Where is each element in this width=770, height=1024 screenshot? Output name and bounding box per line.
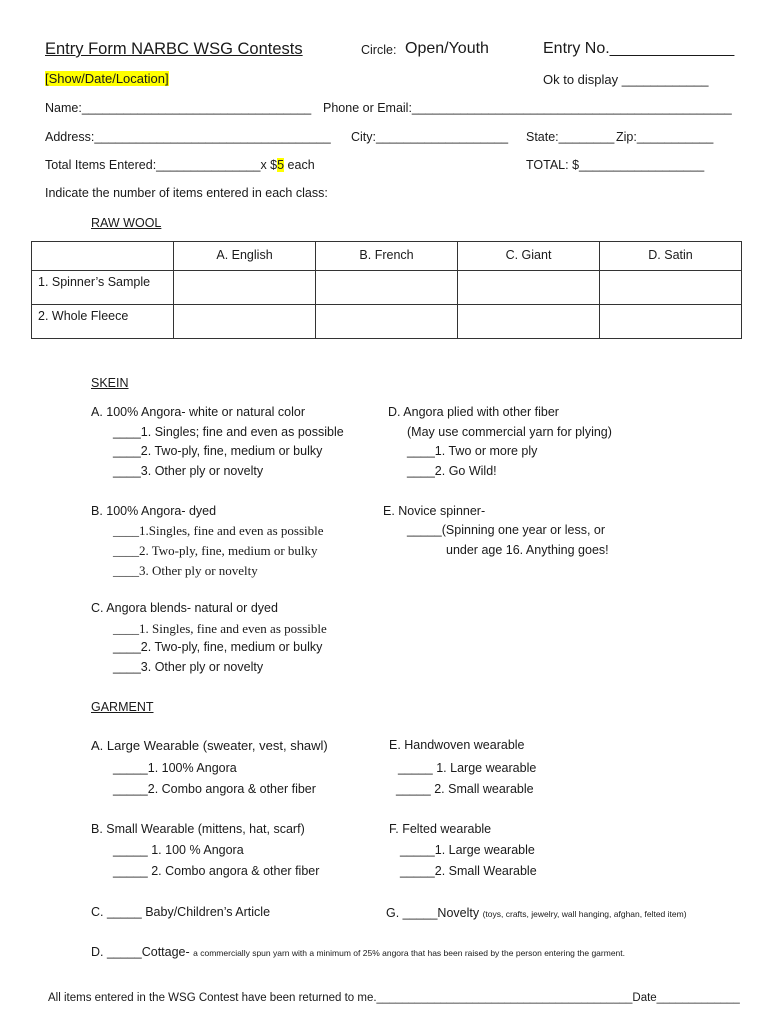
entry-cell[interactable] (174, 305, 316, 339)
skein-b-item[interactable]: ____2. Two-ply, fine, medium or bulky (113, 543, 318, 558)
skein-c-item[interactable]: ____3. Other ply or novelty (113, 660, 264, 674)
return-statement[interactable]: All items entered in the WSG Contest have been returned to me.________________________________________Date_____________ (48, 992, 740, 1004)
total-items-suffix: each (284, 158, 315, 172)
entry-no-field[interactable]: Entry No.______________ (543, 40, 735, 57)
garment-b-item[interactable]: _____ 1. 100 % Angora (113, 843, 244, 857)
form-title: Entry Form NARBC WSG Contests (45, 40, 303, 58)
garment-a-title: A. Large Wearable (sweater, vest, shawl) (91, 738, 328, 753)
skein-d-note: (May use commercial yarn for plying) (407, 425, 612, 439)
garment-d-note: a commercially spun yarn with a minimum of 25% angora that has been raised by the person entering the garment. (193, 948, 625, 958)
garment-heading: GARMENT (91, 700, 154, 714)
entry-cell[interactable] (458, 271, 600, 305)
table-row (32, 305, 742, 339)
garment-c-line[interactable]: C. _____ Baby/Children’s Article (91, 905, 271, 919)
skein-d-title: D. Angora plied with other fiber (388, 405, 559, 419)
row-label-cell: 1. Spinner’s Sample (32, 271, 174, 305)
skein-a-item[interactable]: ____3. Other ply or novelty (113, 464, 264, 478)
table-header-row (32, 242, 742, 271)
garment-d-prefix: D. _____Cottage- (91, 945, 194, 959)
skein-b-item[interactable]: ____1.Singles, fine and even as possible (113, 523, 324, 538)
table-header-cell: B. French (316, 242, 458, 271)
entry-cell[interactable] (316, 305, 458, 339)
skein-e-title: E. Novice spinner- (383, 504, 486, 518)
price-highlight: 5 (277, 158, 285, 172)
skein-c-item[interactable]: ____1. Singles, fine and even as possible (113, 621, 327, 636)
garment-f-title: F. Felted wearable (389, 822, 492, 836)
raw-wool-heading: RAW WOOL (91, 216, 162, 230)
address-field[interactable]: Address:__________________________________ (45, 130, 331, 144)
skein-b-item[interactable]: ____3. Other ply or novelty (113, 563, 258, 578)
garment-b-item[interactable]: _____ 2. Combo angora & other fiber (113, 864, 320, 878)
skein-a-item[interactable]: ____2. Two-ply, fine, medium or bulky (113, 444, 323, 458)
skein-e-item[interactable]: _____(Spinning one year or less, or (407, 523, 606, 537)
table-row (32, 271, 742, 305)
garment-d-line[interactable] (91, 945, 625, 959)
entry-cell[interactable] (600, 271, 742, 305)
instructions: Indicate the number of items entered in each class: (45, 186, 328, 200)
garment-a-item[interactable]: _____2. Combo angora & other fiber (113, 782, 316, 796)
phone-email-field[interactable]: Phone or Email:______________________________________________ (323, 101, 732, 115)
zip-field[interactable]: Zip:___________ (616, 130, 714, 144)
entry-cell[interactable] (316, 271, 458, 305)
skein-a-item[interactable]: ____1. Singles; fine and even as possible (113, 425, 344, 439)
name-field[interactable]: Name:_________________________________ (45, 101, 312, 115)
garment-b-title: B. Small Wearable (mittens, hat, scarf) (91, 822, 305, 836)
city-field[interactable]: City:___________________ (351, 130, 509, 144)
garment-f-item[interactable]: _____2. Small Wearable (400, 864, 537, 878)
garment-g-prefix: G. _____Novelty (386, 906, 483, 920)
garment-g-line[interactable] (386, 906, 687, 920)
skein-heading: SKEIN (91, 376, 129, 390)
skein-d-item[interactable]: ____2. Go Wild! (407, 464, 497, 478)
skein-c-title: C. Angora blends- natural or dyed (91, 601, 278, 615)
garment-e-title: E. Handwoven wearable (389, 738, 525, 752)
table-header-cell: D. Satin (600, 242, 742, 271)
raw-wool-table (31, 241, 742, 339)
skein-a-title: A. 100% Angora- white or natural color (91, 405, 306, 419)
garment-a-item[interactable]: _____1. 100% Angora (113, 761, 237, 775)
garment-e-item[interactable]: _____ 1. Large wearable (398, 761, 537, 775)
show-date-location: [Show/Date/Location] (45, 71, 169, 86)
garment-f-item[interactable]: _____1. Large wearable (400, 843, 535, 857)
circle-label: Circle: (361, 43, 397, 57)
skein-c-item[interactable]: ____2. Two-ply, fine, medium or bulky (113, 640, 323, 654)
garment-g-note: (toys, crafts, jewelry, wall hanging, afghan, felted item) (482, 909, 687, 919)
total-items-prefix: Total Items Entered:_______________x $ (45, 158, 278, 172)
table-corner-cell (32, 242, 174, 271)
entry-cell[interactable] (600, 305, 742, 339)
skein-d-item[interactable]: ____1. Two or more ply (407, 444, 538, 458)
garment-e-item[interactable]: _____ 2. Small wearable (396, 782, 534, 796)
total-field[interactable]: TOTAL: $__________________ (526, 158, 705, 172)
ok-to-display-field[interactable]: Ok to display ____________ (543, 72, 709, 87)
circle-value: Open/Youth (405, 40, 489, 57)
table-header-cell: A. English (174, 242, 316, 271)
entry-cell[interactable] (458, 305, 600, 339)
skein-e-note: under age 16. Anything goes! (446, 543, 609, 557)
table-header-cell: C. Giant (458, 242, 600, 271)
state-field[interactable]: State:________ (526, 130, 615, 144)
entry-cell[interactable] (174, 271, 316, 305)
total-items-field[interactable] (45, 158, 315, 172)
row-label-cell: 2. Whole Fleece (32, 305, 174, 339)
skein-b-title: B. 100% Angora- dyed (91, 504, 217, 518)
